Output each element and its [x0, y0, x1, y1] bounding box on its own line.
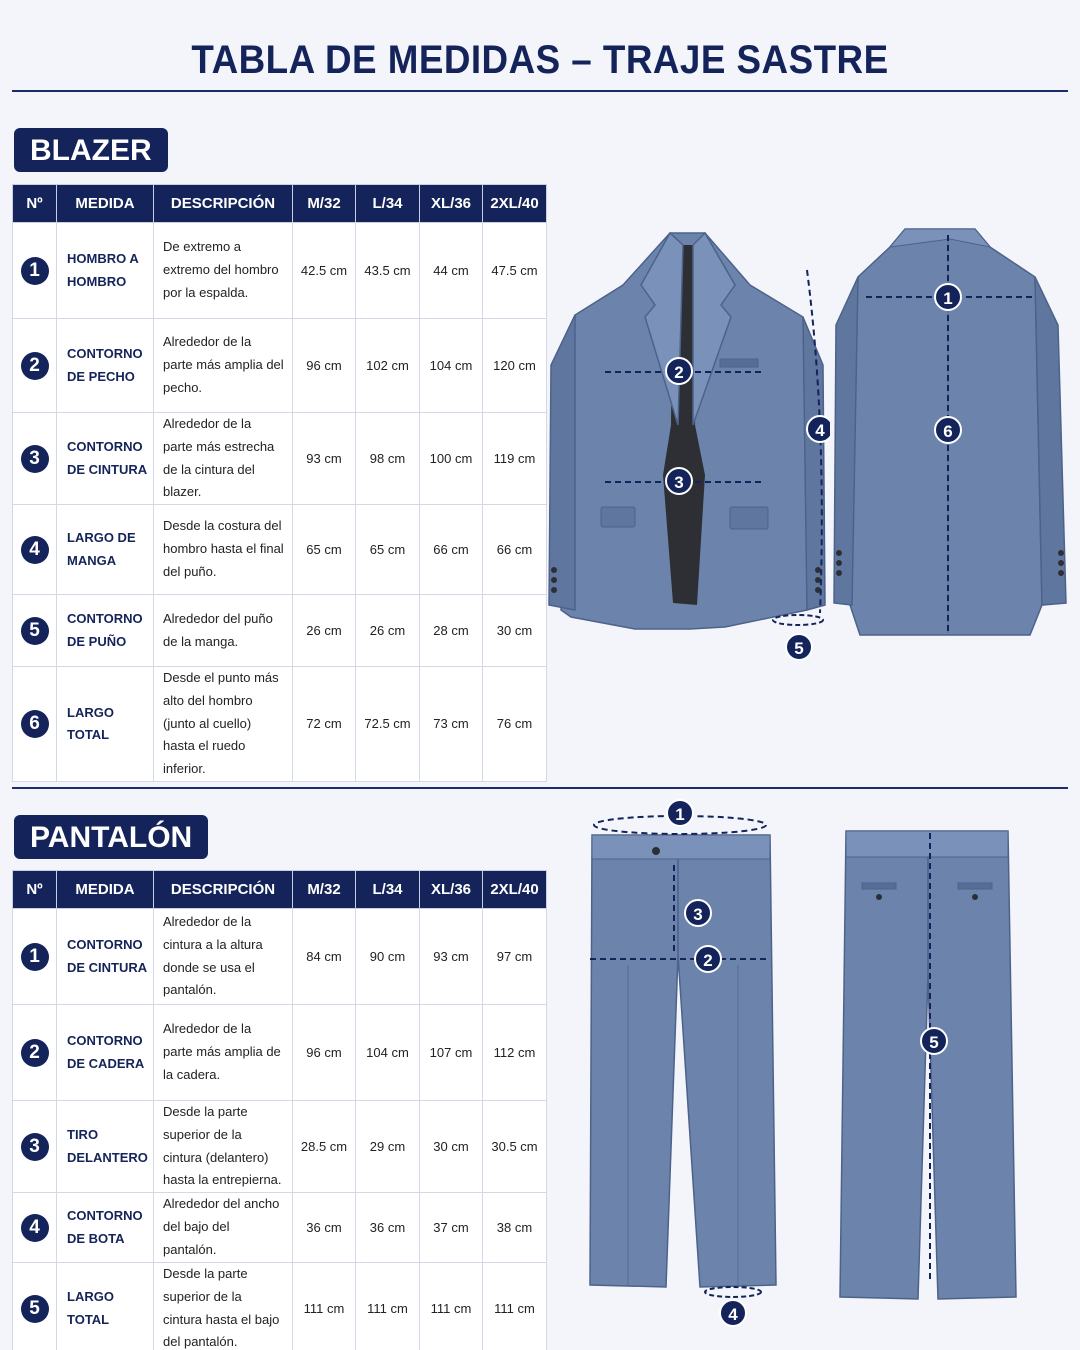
- row-number-cell: [13, 909, 57, 1005]
- measure-description: Alrededor de la cintura a la altura donde se usa el pantalón.: [154, 909, 293, 1005]
- table-row: [13, 505, 547, 595]
- number-badge-icon: 3: [21, 445, 49, 473]
- measure-name: CONTORNO DE PECHO: [57, 319, 154, 413]
- callout-4: [807, 416, 830, 442]
- size-value-cell: 96 cm: [293, 319, 356, 413]
- callout-5: [921, 1028, 947, 1054]
- header-size-2xl40: 2XL/40: [483, 871, 547, 909]
- header-medida: MEDIDA: [57, 871, 154, 909]
- callout-2: [695, 946, 721, 972]
- row-number-cell: [13, 667, 57, 782]
- measure-name: CONTORNO DE PUÑO: [57, 595, 154, 667]
- size-value-cell: 97 cm: [483, 909, 547, 1005]
- table-row: [13, 667, 547, 782]
- header-size-xl36: XL/36: [420, 185, 483, 223]
- svg-text:3: 3: [674, 473, 684, 492]
- header-size-m32: M/32: [293, 185, 356, 223]
- table-row: [13, 319, 547, 413]
- measure-description: Desde la parte superior de la cintura hasta el bajo del pantalón.: [154, 1263, 293, 1350]
- size-value-cell: 84 cm: [293, 909, 356, 1005]
- measure-description: Alrededor de la parte más amplia del pecho.: [154, 319, 293, 413]
- size-value-cell: 36 cm: [293, 1193, 356, 1263]
- size-value-cell: 65 cm: [356, 505, 420, 595]
- callout-6: [935, 417, 961, 443]
- table-row: [13, 223, 547, 319]
- size-value-cell: 98 cm: [356, 413, 420, 505]
- size-value-cell: 44 cm: [420, 223, 483, 319]
- size-value-cell: 47.5 cm: [483, 223, 547, 319]
- measure-name: TIRO DELANTERO: [57, 1101, 154, 1193]
- size-value-cell: 93 cm: [420, 909, 483, 1005]
- measure-name: LARGO DE MANGA: [57, 505, 154, 595]
- measure-name: LARGO TOTAL: [57, 667, 154, 782]
- size-value-cell: 29 cm: [356, 1101, 420, 1193]
- size-value-cell: 96 cm: [293, 1005, 356, 1101]
- measure-arrow-icon: [773, 615, 823, 625]
- header-medida: MEDIDA: [57, 185, 154, 223]
- size-value-cell: 93 cm: [293, 413, 356, 505]
- row-number-cell: [13, 1263, 57, 1350]
- size-value-cell: 76 cm: [483, 667, 547, 782]
- number-badge-icon: 5: [21, 617, 49, 645]
- pantalon-section-label: PANTALÓN: [14, 815, 208, 859]
- table-row: [13, 1263, 547, 1350]
- size-value-cell: 104 cm: [420, 319, 483, 413]
- table-row: [13, 1101, 547, 1193]
- table-row: [13, 595, 547, 667]
- number-badge-icon: 1: [21, 257, 49, 285]
- measure-name: CONTORNO DE BOTA: [57, 1193, 154, 1263]
- svg-text:6: 6: [943, 422, 953, 441]
- size-value-cell: 111 cm: [293, 1263, 356, 1350]
- size-value-cell: 107 cm: [420, 1005, 483, 1101]
- size-value-cell: 111 cm: [420, 1263, 483, 1350]
- svg-text:2: 2: [674, 363, 684, 382]
- svg-text:2: 2: [703, 951, 713, 970]
- measure-description: De extremo a extremo del hombro por la espalda.: [154, 223, 293, 319]
- number-badge-icon: 4: [21, 536, 49, 564]
- measure-name: CONTORNO DE CINTURA: [57, 909, 154, 1005]
- size-value-cell: 30 cm: [420, 1101, 483, 1193]
- callout-1: [935, 284, 961, 310]
- header-size-m32: M/32: [293, 871, 356, 909]
- svg-text:3: 3: [693, 905, 703, 924]
- measure-description: Desde la parte superior de la cintura (delantero) hasta la entrepierna.: [154, 1101, 293, 1193]
- header-num: Nº: [13, 871, 57, 909]
- row-number-cell: [13, 1101, 57, 1193]
- measure-name: HOMBRO A HOMBRO: [57, 223, 154, 319]
- header-size-l34: L/34: [356, 871, 420, 909]
- header-size-2xl40: 2XL/40: [483, 185, 547, 223]
- size-value-cell: 28 cm: [420, 595, 483, 667]
- measure-description: Alrededor de la parte más amplia de la cadera.: [154, 1005, 293, 1101]
- pantalon-front-illustration: [578, 795, 783, 1335]
- size-value-cell: 30 cm: [483, 595, 547, 667]
- number-badge-icon: 2: [21, 352, 49, 380]
- row-number-cell: [13, 595, 57, 667]
- number-badge-icon: 4: [21, 1214, 49, 1242]
- table-header-row: [13, 185, 547, 223]
- size-value-cell: 37 cm: [420, 1193, 483, 1263]
- size-value-cell: 30.5 cm: [483, 1101, 547, 1193]
- size-value-cell: 72 cm: [293, 667, 356, 782]
- row-number-cell: [13, 1193, 57, 1263]
- header-size-xl36: XL/36: [420, 871, 483, 909]
- measure-description: Alrededor de la parte más estrecha de la cintura del blazer.: [154, 413, 293, 505]
- number-badge-icon: 2: [21, 1039, 49, 1067]
- size-value-cell: 38 cm: [483, 1193, 547, 1263]
- size-value-cell: 102 cm: [356, 319, 420, 413]
- table-row: [13, 1005, 547, 1101]
- size-value-cell: 72.5 cm: [356, 667, 420, 782]
- size-value-cell: 42.5 cm: [293, 223, 356, 319]
- size-value-cell: 119 cm: [483, 413, 547, 505]
- table-row: [13, 909, 547, 1005]
- callout-5: [786, 634, 812, 660]
- callout-1: [667, 800, 693, 826]
- callout-2: [666, 358, 692, 384]
- svg-text:4: 4: [815, 421, 825, 440]
- size-value-cell: 36 cm: [356, 1193, 420, 1263]
- title-divider: [12, 90, 1068, 92]
- number-badge-icon: 3: [21, 1133, 49, 1161]
- size-value-cell: 66 cm: [420, 505, 483, 595]
- header-descripcion: DESCRIPCIÓN: [154, 871, 293, 909]
- size-value-cell: 26 cm: [293, 595, 356, 667]
- measure-name: CONTORNO DE CINTURA: [57, 413, 154, 505]
- svg-text:5: 5: [929, 1033, 939, 1052]
- page-title: TABLA DE MEDIDAS – TRAJE SASTRE: [191, 38, 889, 82]
- header-num: Nº: [13, 185, 57, 223]
- table-header-row: [13, 871, 547, 909]
- blazer-back-illustration: [830, 225, 1072, 645]
- size-value-cell: 43.5 cm: [356, 223, 420, 319]
- row-number-cell: [13, 1005, 57, 1101]
- measure-description: Alrededor del puño de la manga.: [154, 595, 293, 667]
- row-number-cell: [13, 505, 57, 595]
- pantalon-size-table: [12, 870, 547, 1350]
- pantalon-back-illustration: [832, 825, 1022, 1305]
- measure-arrow-icon: [705, 1287, 761, 1297]
- svg-text:5: 5: [794, 639, 804, 658]
- header-descripcion: DESCRIPCIÓN: [154, 185, 293, 223]
- header-size-l34: L/34: [356, 185, 420, 223]
- measure-description: Desde el punto más alto del hombro (junto al cuello) hasta el ruedo inferior.: [154, 667, 293, 782]
- size-value-cell: 112 cm: [483, 1005, 547, 1101]
- size-value-cell: 120 cm: [483, 319, 547, 413]
- size-value-cell: 73 cm: [420, 667, 483, 782]
- callout-3: [666, 468, 692, 494]
- blazer-section-label: BLAZER: [14, 128, 168, 172]
- svg-text:1: 1: [943, 289, 953, 308]
- blazer-size-table: [12, 184, 547, 782]
- section-divider: [12, 787, 1068, 789]
- size-value-cell: 65 cm: [293, 505, 356, 595]
- measure-description: Alrededor del ancho del bajo del pantalón.: [154, 1193, 293, 1263]
- number-badge-icon: 1: [21, 943, 49, 971]
- size-value-cell: 104 cm: [356, 1005, 420, 1101]
- number-badge-icon: 5: [21, 1295, 49, 1323]
- table-row: [13, 413, 547, 505]
- svg-text:4: 4: [728, 1305, 738, 1324]
- row-number-cell: [13, 413, 57, 505]
- measure-name: LARGO TOTAL: [57, 1263, 154, 1350]
- blazer-front-illustration: [545, 225, 830, 665]
- measure-name: CONTORNO DE CADERA: [57, 1005, 154, 1101]
- size-value-cell: 111 cm: [483, 1263, 547, 1350]
- svg-text:1: 1: [675, 805, 685, 824]
- number-badge-icon: 6: [21, 710, 49, 738]
- size-value-cell: 90 cm: [356, 909, 420, 1005]
- size-value-cell: 28.5 cm: [293, 1101, 356, 1193]
- size-value-cell: 100 cm: [420, 413, 483, 505]
- callout-4: [720, 1300, 746, 1326]
- measure-description: Desde la costura del hombro hasta el final del puño.: [154, 505, 293, 595]
- size-value-cell: 66 cm: [483, 505, 547, 595]
- size-value-cell: 111 cm: [356, 1263, 420, 1350]
- table-row: [13, 1193, 547, 1263]
- row-number-cell: [13, 319, 57, 413]
- size-value-cell: 26 cm: [356, 595, 420, 667]
- callout-3: [685, 900, 711, 926]
- row-number-cell: [13, 223, 57, 319]
